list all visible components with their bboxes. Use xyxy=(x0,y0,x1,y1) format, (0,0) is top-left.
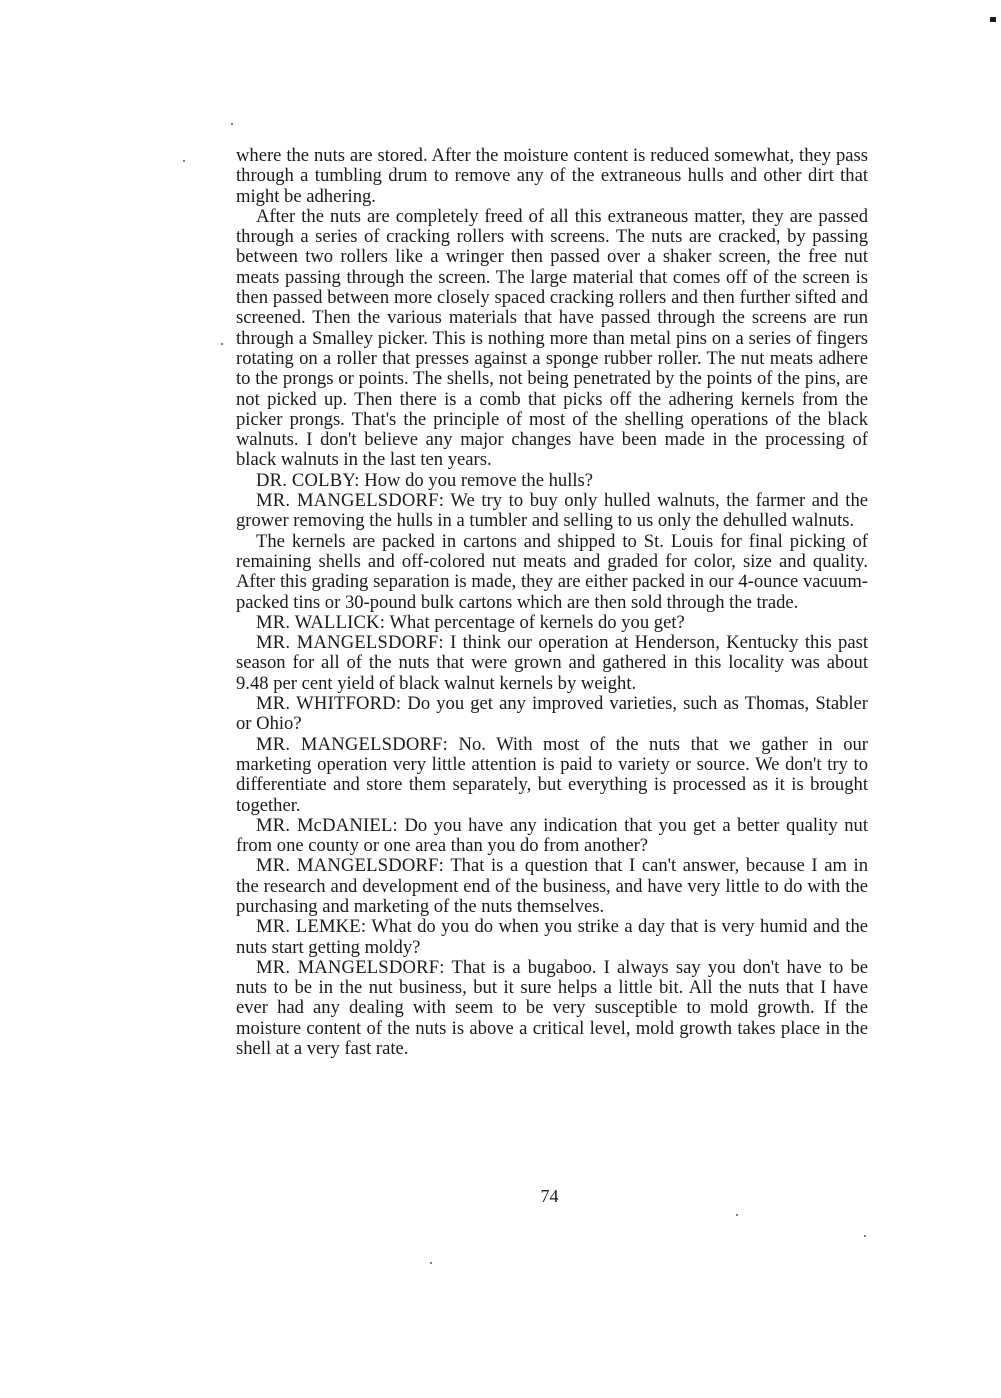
paragraph xyxy=(236,532,868,613)
scan-speck xyxy=(221,343,223,345)
paragraph-text: How do you remove the hulls? xyxy=(364,469,594,491)
scan-speck xyxy=(736,1214,738,1216)
paragraph xyxy=(236,491,868,532)
scan-speck xyxy=(231,123,233,125)
scan-speck xyxy=(430,1262,432,1264)
speaker-label: MR. WHITFORD: xyxy=(256,693,402,715)
body-text xyxy=(236,146,868,1059)
paragraph-text: Do you have any indication that you get a better quality nut from one county or one area than you do from another? xyxy=(236,814,868,857)
paragraph-text: I think our operation at Henderson, Kentucky this past season for all of the nuts that were grown and gathered in this locality was about 9.48 per cent yield of black walnut kernels by weight. xyxy=(236,632,868,694)
speaker-label: MR. MANGELSDORF: xyxy=(256,632,444,654)
paragraph-text: The kernels are packed in cartons and shipped to St. Louis for final picking of remaining shells and off-colored nut meats and graded for color, size and quality. After this grading separation is made, they are either packed in our 4-ounce vacuum-packed tins or 30-pound bulk cartons which are then sold through the trade. xyxy=(236,530,868,613)
paragraph xyxy=(236,207,868,471)
scan-edge-mark xyxy=(990,17,996,22)
paragraph xyxy=(236,633,868,694)
paragraph xyxy=(236,146,868,207)
paragraph xyxy=(236,694,868,735)
speaker-label: MR. LEMKE: xyxy=(256,916,367,938)
paragraph xyxy=(236,816,868,857)
scan-speck xyxy=(864,1235,866,1237)
paragraph xyxy=(236,613,868,633)
paragraph-text: where the nuts are stored. After the moisture content is reduced somewhat, they pass through a tumbling drum to remove any of the extraneous hulls and other dirt that might be adhering. xyxy=(236,145,868,207)
paragraph-text: That is a bugaboo. I always say you don't have to be nuts to be in the nut business, but it sure helps a little bit. All the nuts that I have ever had any dealing with seem to be very susceptible to mold growth. If the moisture content of the nuts is above a critical level, mold growth takes place in the shell at a very fast rate. xyxy=(236,956,869,1060)
speaker-label: MR. WALLICK: xyxy=(256,611,386,633)
paragraph xyxy=(236,856,868,917)
paragraph xyxy=(236,735,868,816)
speaker-label: MR. MANGELSDORF: xyxy=(256,956,445,978)
paragraph xyxy=(236,958,868,1059)
speaker-label: MR. MANGELSDORF: xyxy=(256,733,448,755)
paragraph-text: Do you get any improved varieties, such as Thomas, Stabler or Ohio? xyxy=(236,693,868,735)
scan-speck xyxy=(183,160,185,162)
speaker-label: MR. McDANIEL: xyxy=(256,814,398,836)
speaker-label: MR. MANGELSDORF: xyxy=(256,490,445,512)
speaker-label: DR. COLBY: xyxy=(256,469,360,491)
paragraph-text: No. With most of the nuts that we gather in our marketing operation very little attention is paid to variety or source. We don't try to differentiate and store them separately, but everything is processed as it is brought together. xyxy=(236,733,868,816)
paragraph-text: After the nuts are completely freed of all this extraneous matter, they are passed through a series of cracking rollers with screens. The nuts are cracked, by passing between two rollers like a wringer then passed over a shaker screen, the free nut meats passing through the screen. The large material that comes off of the screen is then passed between more closely spaced cracking rollers and then further sifted and screened. Then the various materials that have passed through the screens are run through a Smalley picker. This is nothing more than metal pins on a series of fingers rotating on a roller that presses against a sponge rubber roller. The nut meats adhere to the prongs or points. The shells, not being penetrated by the points of the pins, are not picked up. Then there is a comb that picks off the adhering kernels from the picker prongs. That's the principle of most of the shelling operations of the black walnuts. I don't believe any major changes have been made in the processing of black walnuts in the last ten years. xyxy=(236,205,868,471)
paragraph xyxy=(236,471,868,491)
paragraph xyxy=(236,917,868,958)
speaker-label: MR. MANGELSDORF: xyxy=(256,855,445,877)
page-number xyxy=(0,1186,1001,1207)
paragraph-text: That is a question that I can't answer, because I am in the research and development end of the business, and have very little to do with the purchasing and marketing of the nuts themselves. xyxy=(236,855,868,917)
paragraph-text: What do you do when you strike a day that is very humid and the nuts start getting moldy? xyxy=(236,916,868,958)
page-number-text: 74 xyxy=(540,1186,559,1206)
paragraph-text: What percentage of kernels do you get? xyxy=(389,611,685,633)
paragraph-text: We try to buy only hulled walnuts, the farmer and the grower removing the hulls in a tumbler and selling to us only the dehulled walnuts. xyxy=(236,490,869,532)
